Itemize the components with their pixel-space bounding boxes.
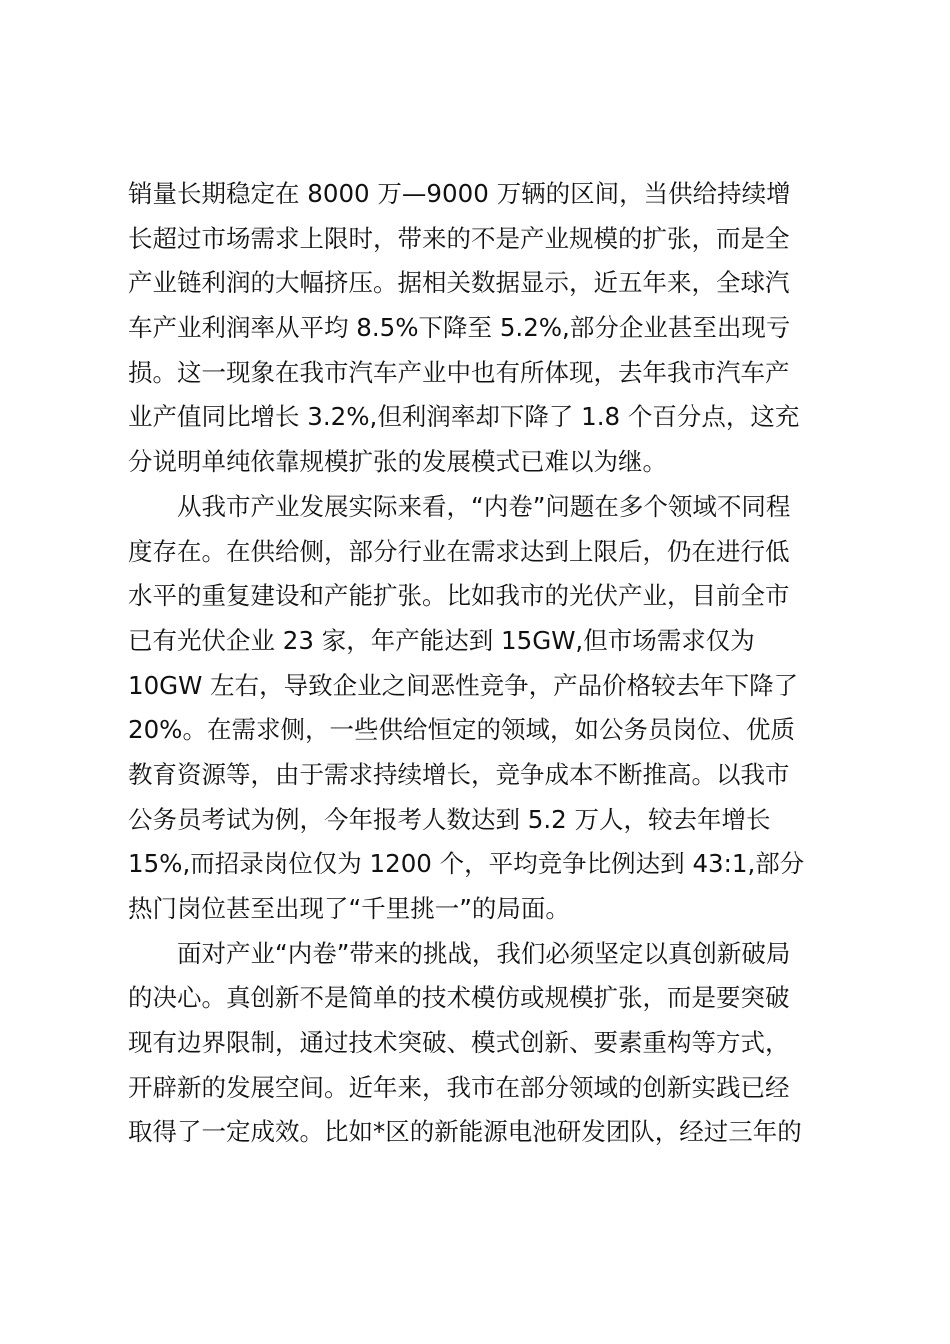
paragraph-line: 水平的重复建设和产能扩张。比如我市的光伏产业，目前全市 [128,581,790,611]
paragraph-line: 开辟新的发展空间。近年来，我市在部分领域的创新实践已经 [128,1072,790,1102]
paragraph-line: 现有边界限制，通过技术突破、模式创新、要素重构等方式， [128,1028,790,1058]
paragraph-line: 10GW 左右，导致企业之间恶性竞争，产品价格较去年下降了 [128,670,799,700]
paragraph-line: 已有光伏企业 23 家，年产能达到 15GW,但市场需求仅为 [128,625,755,655]
paragraph-line: 教育资源等，由于需求持续增长，竞争成本不断推高。以我市 [128,759,790,789]
document-body [128,172,824,1155]
paragraph-line: 销量长期稳定在 8000 万—9000 万辆的区间，当供给持续增 [128,179,791,208]
paragraph-line: 度存在。在供给侧，部分行业在需求达到上限后，仍在进行低 [128,536,790,566]
paragraph-line: 分说明单纯依靠规模扩张的发展模式已难以为继。 [128,447,667,477]
paragraph-line: 从我市产业发展实际来看，“内卷”问题在多个领域不同程 [177,491,791,521]
paragraph-line: 取得了一定成效。比如*区的新能源电池研发团队，经过三年的 [128,1117,802,1147]
paragraph-line: 20%。在需求侧，一些供给恒定的领域，如公务员岗位、优质 [128,715,795,745]
paragraph-line: 业产值同比增长 3.2%,但利润率却下降了 1.8 个百分点，这充 [128,402,800,432]
paragraph-line: 车产业利润率从平均 8.5%下降至 5.2%,部分企业甚至出现亏 [128,313,791,343]
paragraph-line: 15%,而招录岗位仅为 1200 个，平均竞争比例达到 43:1,部分 [128,849,805,879]
paragraph-line: 产业链利润的大幅挤压。据相关数据显示，近五年来，全球汽 [128,268,790,298]
paragraph-line: 长超过市场需求上限时，带来的不是产业规模的扩张，而是全 [128,223,790,253]
paragraph-line: 损。这一现象在我市汽车产业中也有所体现，去年我市汽车产 [128,357,790,387]
paragraph-line: 热门岗位甚至出现了“千里挑一”的局面。 [128,894,570,923]
paragraph-line: 面对产业“内卷”带来的挑战，我们必须坚定以真创新破局 [177,938,791,968]
paragraph-line: 公务员考试为例，今年报考人数达到 5.2 万人，较去年增长 [128,804,771,834]
paragraph-line: 的决心。真创新不是简单的技术模仿或规模扩张，而是要突破 [128,983,790,1013]
